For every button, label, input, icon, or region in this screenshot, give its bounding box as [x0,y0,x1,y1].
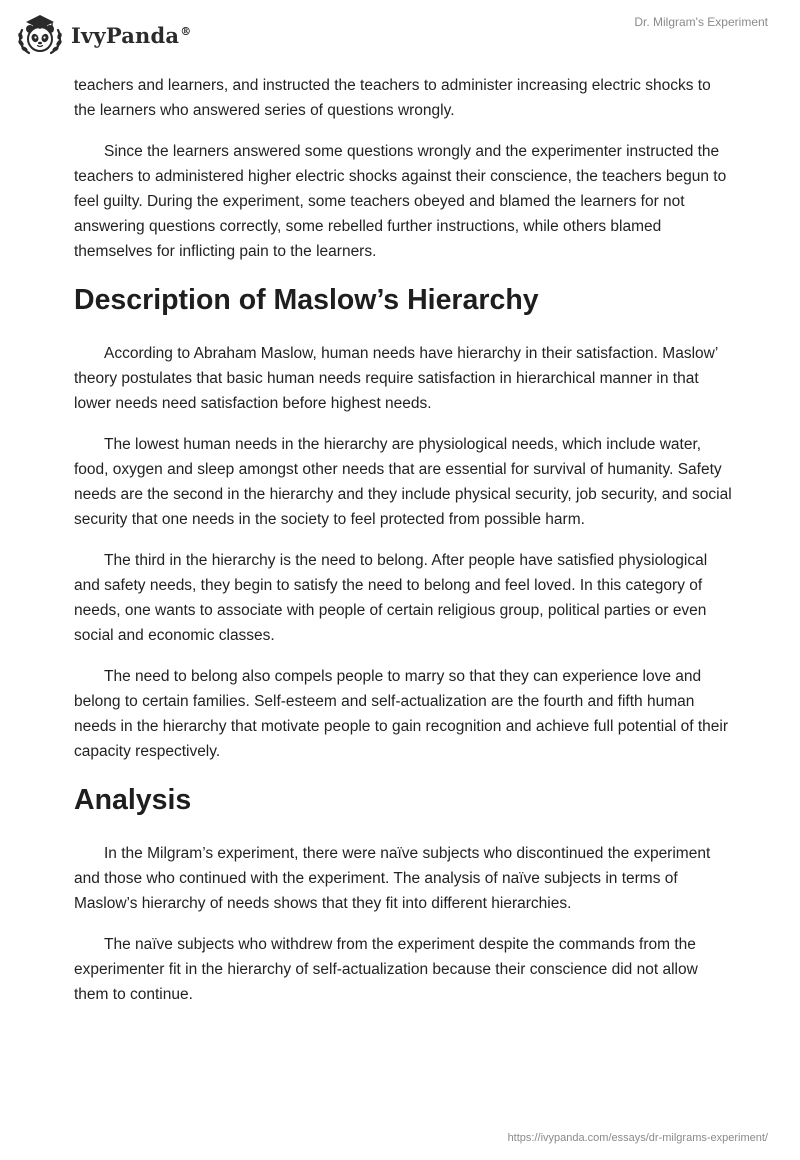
ivypanda-logo[interactable] [16,10,191,58]
paragraph: The need to belong also compels people to marry so that they can experience love and belong to certain families. Self-esteem and self-actualization are the fourth and fifth human needs in the hierarchy that motivate people to gain recognition and achieve full potential of their capacity respectively. [74,668,729,760]
paragraph: The naïve subjects who withdrew from the experiment despite the commands from the experimenter fit in the hierarchy of self-actualization because their conscience did not allow them to continue. [74,936,698,1003]
section-heading: Analysis [74,784,192,816]
panda-graduate-icon [16,10,64,58]
page-header [0,0,800,70]
document-title: Dr. Milgram's Experiment [634,15,768,29]
paragraph: The lowest human needs in the hierarchy are physiological needs, which include water, food, oxygen and sleep amongst other needs that are essential for survival of humanity. Safety needs are the second in the hierarchy and they include physical security, job security, and social security that one needs in the society to feel protected from possible harm. [74,436,732,528]
paragraph: teachers and learners, and instructed the teachers to administer increasing electric shocks to the learners who answered series of questions wrongly. [74,77,711,119]
paragraph: The third in the hierarchy is the need to belong. After people have satisfied physiological and safety needs, they begin to satisfy the need to belong and feel loved. In this category of needs, one wants to associate with people of certain religious group, political parties or even social and economic classes. [74,552,708,644]
section-heading: Description of Maslow’s Hierarchy [74,284,539,316]
logo-wordmark: IvyPanda® [71,22,192,48]
registered-mark: ® [180,24,192,38]
paragraph: According to Abraham Maslow, human needs have hierarchy in their satisfaction. Maslow’ theory postulates that basic human needs require satisfaction in hierarchical manner in that lower needs need satisfaction before highest needs. [74,345,718,412]
paragraph: In the Milgram’s experiment, there were naïve subjects who discontinued the experiment and those who continued with the experiment. The analysis of naïve subjects in terms of Maslow’s hierarchy of needs shows that they fit into different hierarchies. [74,845,711,912]
paragraph: Since the learners answered some questions wrongly and the experimenter instructed the teachers to administered higher electric shocks against their conscience, the teachers begun to feel guilty. During the experiment, some teachers obeyed and blamed the learners for not answering questions correctly, some rebelled further instructions, while others blamed themselves for inflicting pain to the learners. [74,143,727,260]
essay-content [74,73,734,1023]
source-url[interactable]: https://ivypanda.com/essays/dr-milgrams-experiment/ [507,1132,768,1144]
